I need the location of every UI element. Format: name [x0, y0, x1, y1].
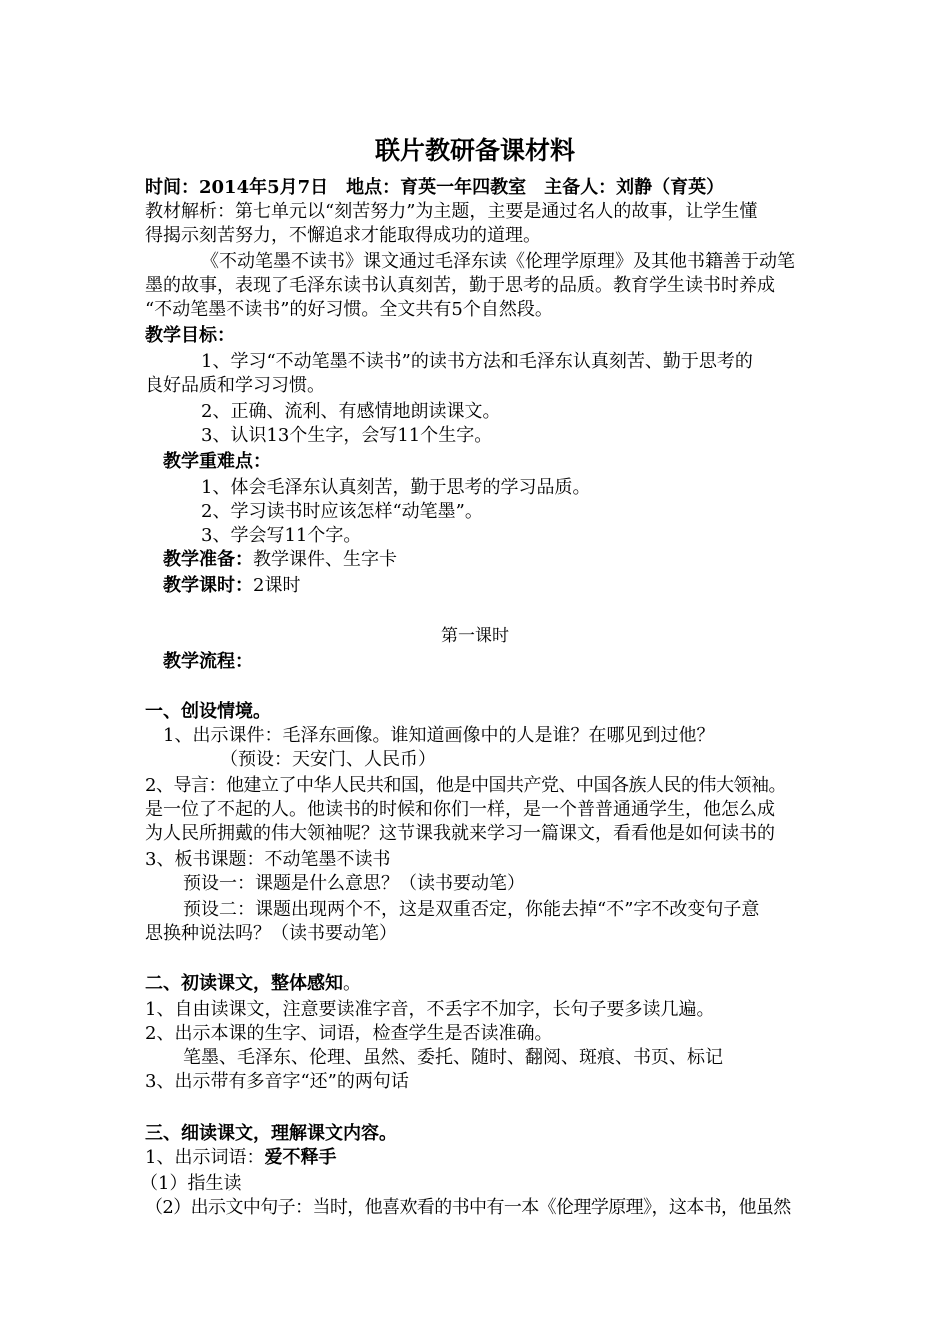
section-line: 2、导言：他建立了中华人民共和国，他是中国共产党、中国各族人民的伟大领袖。 [145, 775, 786, 796]
item-word: 爱不释手 [264, 1147, 337, 1168]
keypoint-line: 1、体会毛泽东认真刻苦，勤于思考的学习品质。 [201, 477, 591, 498]
section-heading [145, 972, 361, 996]
section-line: 思换种说法吗？（读书要动笔） [145, 923, 397, 944]
analysis-line: 《不动笔墨不读书》课文通过毛泽东读《伦理学原理》及其他书籍善于动笔 [201, 251, 795, 272]
hours-line [163, 574, 300, 598]
section-line [145, 1146, 336, 1170]
section-line: 笔墨、毛泽东、伦理、虽然、委托、随时、翻阅、斑痕、书页、标记 [183, 1047, 723, 1068]
section-heading: 三、细读课文，理解课文内容。 [145, 1123, 397, 1144]
section-line: 是一位了不起的人。他读书的时候和你们一样，是一个普普通通学生，他怎么成 [145, 799, 775, 820]
section-line: 预设二：课题出现两个不，这是双重否定，你能去掉“不”字不改变句子意 [183, 899, 760, 920]
prep-value: 教学课件、生字卡 [253, 549, 397, 570]
lesson-heading: 第一课时 [441, 626, 509, 646]
goal-line: 2、正确、流利、有感情地朗读课文。 [201, 401, 501, 422]
hours-value: 2课时 [253, 575, 301, 596]
section-line: （预设：天安门、人民币） [220, 749, 436, 770]
flow-heading: 教学流程： [163, 651, 253, 672]
prep-line [163, 548, 397, 572]
keypoint-line: 3、学会写11个字。 [201, 525, 362, 546]
item-label: 1、出示词语： [145, 1147, 265, 1168]
analysis-line: 教材解析：第七单元以“刻苦努力”为主题，主要是通过名人的故事，让学生懂 [145, 201, 758, 222]
meta-line: 时间：2014年5月7日 地点：育英一年四教室 主备人：刘静（育英） [145, 177, 725, 198]
section-line: 为人民所拥戴的伟大领袖呢？这节课我就来学习一篇课文，看看他是如何读书的 [145, 823, 775, 844]
goal-line: 3、认识13个生字，会写11个生字。 [201, 425, 493, 446]
keypoints-heading: 教学重难点： [163, 451, 271, 472]
analysis-line: 得揭示刻苦努力，不懈追求才能取得成功的道理。 [145, 225, 541, 246]
section-line: （2）出示文中句子：当时，他喜欢看的书中有一本《伦理学原理》，这本书，他虽然 [145, 1197, 791, 1218]
section-line: 预设一：课题是什么意思？（读书要动笔） [183, 873, 525, 894]
section-line: 3、出示带有多音字“还”的两句话 [145, 1071, 409, 1092]
keypoint-line: 2、学习读书时应该怎样“动笔墨”。 [201, 501, 483, 522]
prep-label: 教学准备： [163, 549, 253, 570]
section-heading: 一、创设情境。 [145, 701, 271, 722]
section-line: （1）指生读 [140, 1173, 242, 1194]
analysis-line: 墨的故事，表现了毛泽东读书认真刻苦，勤于思考的品质。教育学生读书时养成 [145, 275, 775, 296]
goals-heading: 教学目标： [145, 325, 235, 346]
section-line: 1、自由读课文，注意要读准字音，不丢字不加字，长句子要多读几遍。 [145, 999, 715, 1020]
goal-line: 良好品质和学习习惯。 [145, 375, 325, 396]
section-line: 1、出示课件：毛泽东画像。谁知道画像中的人是谁？在哪见到过他？ [163, 725, 715, 746]
section-heading-tail: 。 [343, 973, 361, 994]
document-title: 联片教研备课材料 [374, 136, 575, 165]
hours-label: 教学课时： [163, 575, 253, 596]
section-line: 2、出示本课的生字、词语，检查学生是否读准确。 [145, 1023, 553, 1044]
section-line: 3、板书课题：不动笔墨不读书 [145, 849, 391, 870]
goal-line: 1、学习“不动笔墨不读书”的读书方法和毛泽东认真刻苦、勤于思考的 [201, 351, 753, 372]
analysis-line: “不动笔墨不读书”的好习惯。全文共有5个自然段。 [145, 299, 553, 320]
section-heading-text: 二、初读课文，整体感知 [145, 973, 343, 994]
